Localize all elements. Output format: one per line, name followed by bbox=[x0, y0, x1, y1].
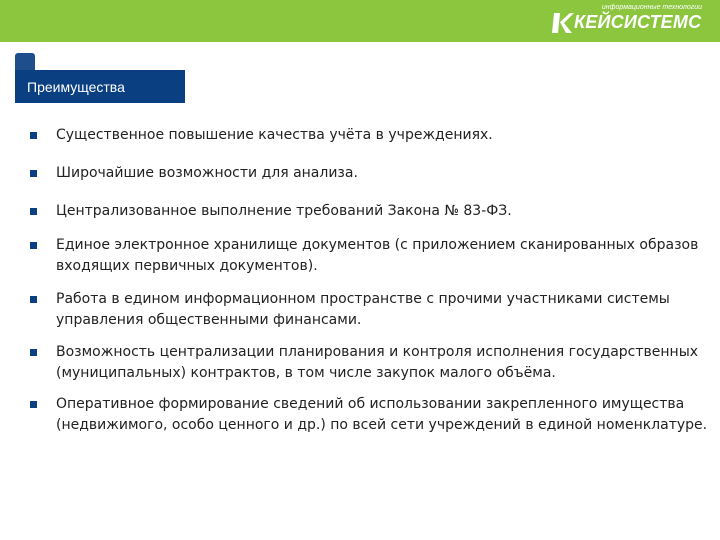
bullet-text: Централизованное выполнение требований Закона № 83-ФЗ. bbox=[56, 203, 512, 219]
header-band bbox=[0, 0, 720, 42]
bullet-text: Широчайшие возможности для анализа. bbox=[56, 165, 358, 181]
bullet-item bbox=[28, 394, 708, 436]
square-bullet-icon bbox=[30, 401, 37, 408]
bullet-text: Возможность централизации планирования и контроля исполнения государственных (муниципальных) контрактов, в том числе закупок малого объёма. bbox=[56, 344, 699, 381]
bullet-item bbox=[28, 342, 708, 384]
bullet-item bbox=[28, 289, 708, 331]
square-bullet-icon bbox=[30, 349, 37, 356]
bullet-text: Единое электронное хранилище документов (с приложением сканированных образов входящих первичных документов). bbox=[56, 237, 699, 274]
bullet-text: Работа в едином информационном пространстве с прочими участниками системы управления общественными финансами. bbox=[56, 291, 670, 328]
bullet-item bbox=[28, 235, 708, 277]
slide-title: Преимущества bbox=[27, 78, 125, 95]
bullet-item bbox=[28, 125, 708, 146]
logo-wordmark: КЕЙСИСТЕМС bbox=[574, 12, 702, 32]
logo-k-mark-icon bbox=[552, 13, 574, 33]
bullet-list bbox=[28, 125, 708, 436]
square-bullet-icon bbox=[30, 296, 37, 303]
square-bullet-icon bbox=[30, 170, 37, 177]
company-logo bbox=[552, 4, 702, 38]
square-bullet-icon bbox=[30, 208, 37, 215]
bullet-item bbox=[28, 163, 708, 184]
title-bar bbox=[15, 70, 185, 103]
bullet-text: Оперативное формирование сведений об использовании закрепленного имущества (недвижимого, особо ценного и др.) по всей сети учреждений в единой номенклатуре. bbox=[56, 396, 708, 433]
bullet-item bbox=[28, 201, 708, 222]
logo-tagline: информационные технологии bbox=[601, 4, 702, 11]
square-bullet-icon bbox=[30, 132, 37, 139]
bullet-text: Существенное повышение качества учёта в учреждениях. bbox=[56, 127, 493, 143]
square-bullet-icon bbox=[30, 242, 37, 249]
